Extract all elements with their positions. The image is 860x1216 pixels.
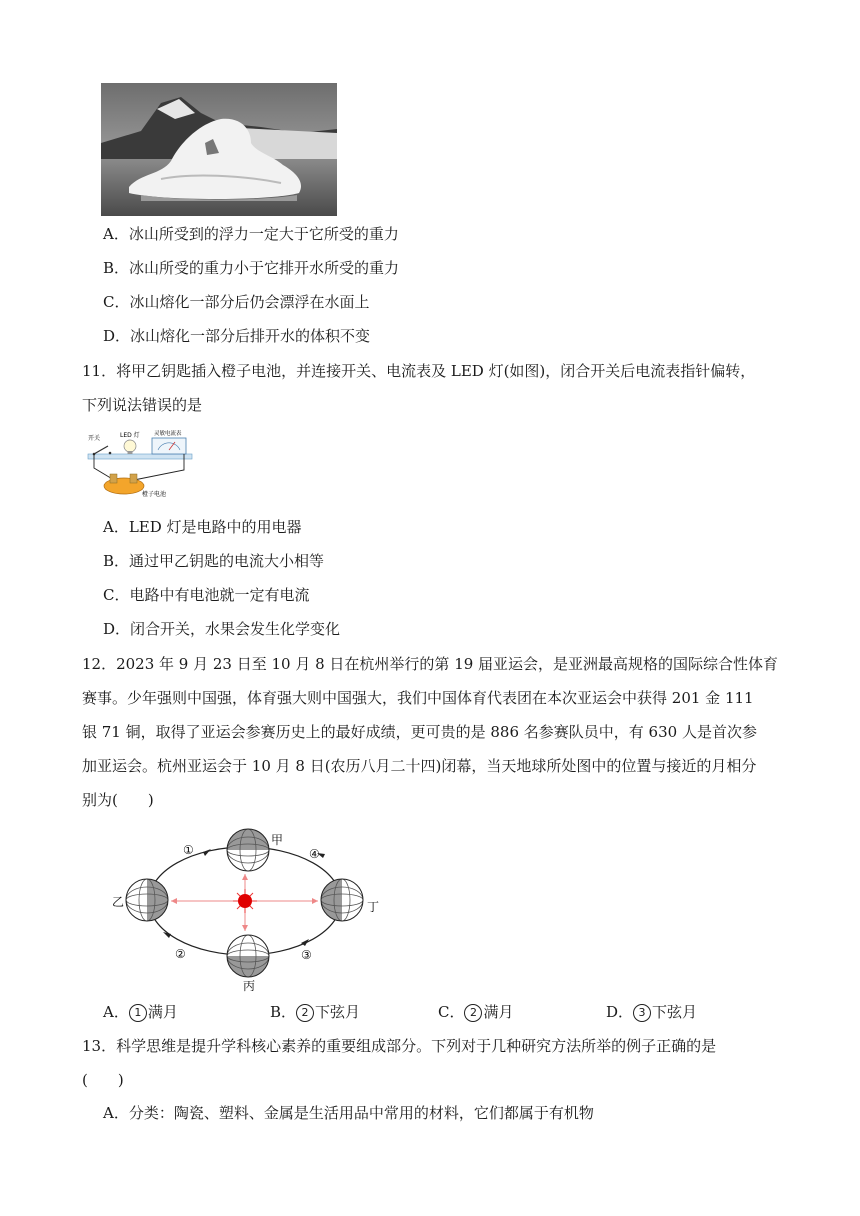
- switch-label: 开关: [88, 435, 101, 442]
- q10-option-a: A．冰山所受到的浮力一定大于它所受的重力: [103, 225, 399, 243]
- q12-stem-line1: 12．2023 年 9 月 23 日至 10 月 8 日在杭州举行的第 19 届亚运会，是亚洲最高规格的国际综合性体育: [82, 655, 779, 673]
- q12-option-c: C． 2 满月: [438, 1003, 514, 1021]
- orange-battery-circuit-figure: [84, 428, 194, 500]
- q11-stem-line2: 下列说法错误的是: [82, 396, 203, 414]
- led-label: LED 灯: [120, 432, 140, 439]
- q10-option-c: C．冰山熔化一部分后仍会漂浮在水面上: [103, 293, 370, 311]
- label-arc2: ②: [175, 947, 186, 961]
- q13-option-a: A．分类：陶瓷、塑料、金属是生活用品中常用的材料，它们都属于有机物: [103, 1104, 594, 1122]
- label-ding: 丁: [367, 900, 380, 914]
- q10-option-d: D．冰山熔化一部分后排开水的体积不变: [103, 327, 371, 345]
- q11-option-c: C．电路中有电池就一定有电流: [103, 586, 310, 604]
- q11-option-a: A．LED 灯是电路中的用电器: [103, 518, 302, 536]
- q12-option-a: A． 1 满月: [103, 1003, 178, 1021]
- label-yi: 乙: [112, 895, 125, 909]
- earth-orbit-diagram: [105, 818, 395, 994]
- label-arc1: ①: [183, 843, 194, 857]
- q12-option-d: D． 3 下弦月: [606, 1003, 698, 1021]
- label-arc4: ④: [309, 847, 320, 861]
- label-bing: 丙: [243, 979, 256, 993]
- q11-option-d: D．闭合开关，水果会发生化学变化: [103, 620, 341, 638]
- q12-stem-line3: 银 71 铜，取得了亚运会参赛历史上的最好成绩，更可贵的是 886 名参赛队员中，有 630 人是首次参: [82, 723, 757, 741]
- q12-stem-line4: 加亚运会。杭州亚运会于 10 月 8 日(农历八月二十四)闭幕，当天地球所处图中的位置与接近的月相分: [82, 757, 757, 775]
- q10-option-b: B．冰山所受的重力小于它排开水所受的重力: [103, 259, 400, 277]
- q13-stem-line1: 13．科学思维是提升学科核心素养的重要组成部分。下列对于几种研究方法所举的例子正确的是: [82, 1037, 717, 1055]
- q12-option-b: B． 2 下弦月: [270, 1003, 361, 1021]
- q12-stem-line5: 别为( ): [82, 791, 154, 809]
- iceberg-photo: [101, 83, 337, 216]
- meter-label: 灵敏电流表: [154, 431, 182, 437]
- label-arc3: ③: [301, 948, 312, 962]
- q11-option-b: B．通过甲乙钥匙的电流大小相等: [103, 552, 325, 570]
- q11-stem-line1: 11．将甲乙钥匙插入橙子电池，并连接开关、电流表及 LED 灯(如图)，闭合开关后电流表指针偏转，: [82, 362, 756, 380]
- q13-stem-line2: ( ): [82, 1071, 124, 1089]
- label-jia: 甲: [271, 833, 284, 847]
- q12-stem-line2: 赛事。少年强则中国强，体育强大则中国强大，我们中国体育代表团在本次亚运会中获得 201 金 111: [82, 689, 754, 707]
- battery-label: 橙子电池: [142, 491, 167, 498]
